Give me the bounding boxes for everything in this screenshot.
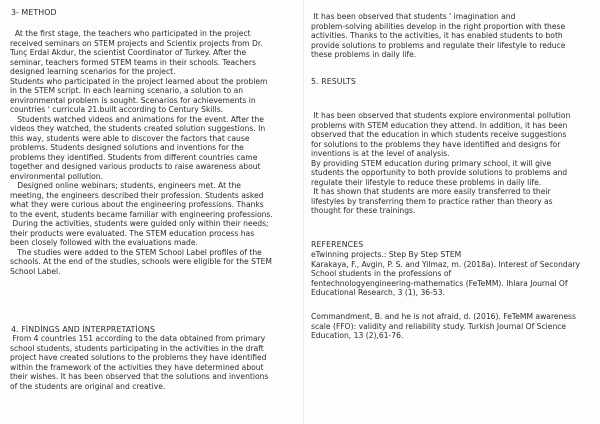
findings-body: From 4 countries 151 according to the data obtained from primary school students, students participating in the activities in the draft project have created solutions to the problems they have identified within the framework of the activities they have determined about their wishes. It has been observed that the solutions and inventions of the students are original and creative. [10,334,269,391]
right-page [303,0,600,424]
references-heading: REFERENCES [311,240,364,249]
method-heading: 3- METHOD [11,8,57,17]
reference-2: Commandment, B. and he is not afraid, d. (2016). FeTeMM awareness scale (FFO): validity and reliability study. Turkish Journal Of Science Education, 13 (2),61-76. [311,312,576,340]
results-heading: 5. RESULTS [311,77,356,86]
findings-heading: 4. FİNDİNGS AND İNTERPRETATİONS [11,325,156,334]
results-body: It has been observed that students explore environmental pollution problems with STEM education they attend. In addition, it has been observed that the education in which students receive suggestions for solutions to the problems they have identified and designs for inventions is at the level of analysis. By providing STEM education during primary school, it will give students the opportunity to both provide solutions to problems and regulate their lifestyle to reduce these problems in daily life. It has shown that students are more easily transferred to their lifestyles by transferring them to practice rather than theory as thought for these trainings. [311,111,571,215]
intro-body: It has been observed that students ' imagination and problem-solving abilities develop in the right proportion with these activities. Thanks to the activities, it has enabled students to both provide solutions to problems and regulate their lifestyle to reduce these problems in daily life. [311,12,566,59]
references-body: eTwinning projects.: Step By Step STEM Karakaya, F., Avgin, P. S. and Yilmaz, m. (2018a). Interest of Secondary School students in the professions of fentechnologyengineering-mathematics (FeTeMM). Ihlara Journal Of Educational Research, 3 (1), 36-53. [311,250,580,297]
method-body: At the first stage, the teachers who participated in the project received seminars on STEM projects and Scientix projects from Dr. Tunç Erdal Akdur, the scientist Coordinator of Turkey. After the seminar, teachers formed STEM teams in their schools. Teachers designed learning scenarios for the project. Students who participated in the project learned about the problem in the STEM script. In each learning scenario, a solution to an environmental problem is sought. Scenarios for achievements in countries ' curricula 21.built according to Century Skills. Students watched videos and animations for the event. After the videos they watched, the students created solution suggestions. In this way, students were able to discover the factors that cause problems. Students designed solutions and inventions for the problems they identified. Students from different countries came together and designed various products to raise awareness about environmental pollution. Designed online webinars; students, engineers met. At the meeting, the engineers described their profession. Students asked what they were curious about the engineering professions. Thanks to the event, students became familiar with engineering professions. During the activities, students were guided only within their needs; their products were evaluated. The STEM education process has been closely followed with the evaluations made. The studies were added to the STEM School Label profiles of the schools. At the end of the studies, schools were eligible for the STEM School Label. [10,29,273,276]
